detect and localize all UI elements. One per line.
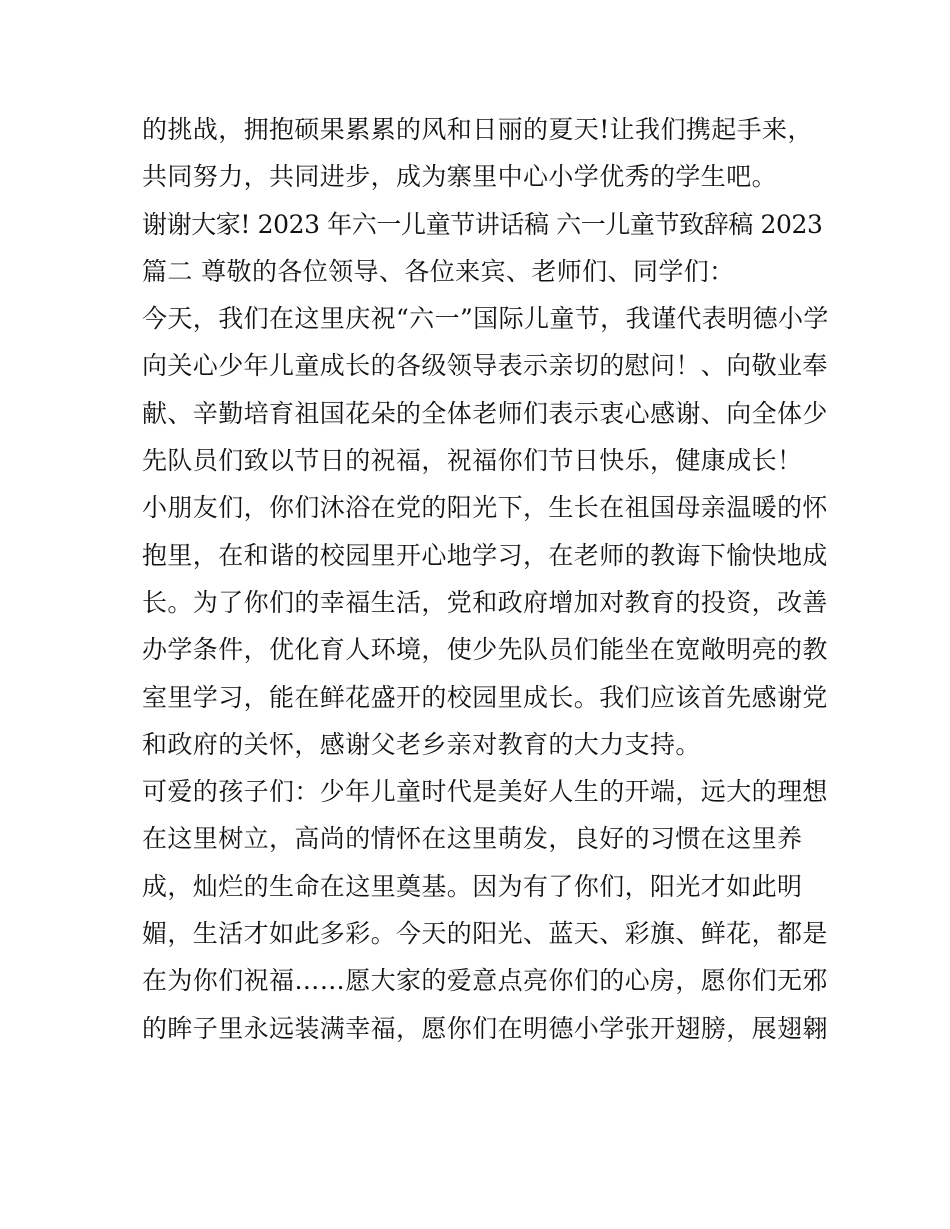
text-line: 在这里树立，高尚的情怀在这里萌发，良好的习惯在这里养 (142, 824, 803, 854)
text-line: 共同努力，共同进步，成为寨里中心小学优秀的学生吧。 (142, 162, 778, 192)
text-line: 向关心少年儿童成长的各级领导表示亲切的慰问！、向敬业奉 (142, 351, 828, 381)
speech-body-text (142, 106, 829, 1052)
text-line: 可爱的孩子们：少年儿童时代是美好人生的开端，远大的理想 (142, 777, 828, 807)
text-line: 篇二 尊敬的各位领导、各位来宾、老师们、同学们： (142, 256, 735, 286)
text-line: 抱里，在和谐的校园里开心地学习，在老师的教诲下愉快地成 (142, 540, 828, 570)
text-line: 室里学习，能在鲜花盛开的校园里成长。我们应该首先感谢党 (142, 682, 828, 712)
text-line: 今天，我们在这里庆祝“六一”国际儿童节，我谨代表明德小学 (142, 304, 829, 334)
text-line: 成，灿烂的生命在这里奠基。因为有了你们，阳光才如此明 (142, 871, 803, 901)
text-line: 先队员们致以节日的祝福，祝福你们节日快乐，健康成长！ (142, 446, 803, 476)
text-line: 长。为了你们的幸福生活，党和政府增加对教育的投资，改善 (142, 587, 828, 617)
text-line: 媚，生活才如此多彩。今天的阳光、蓝天、彩旗、鲜花，都是 (142, 919, 828, 949)
text-line: 献、辛勤培育祖国花朵的全体老师们表示衷心感谢、向全体少 (142, 398, 828, 428)
text-line: 的挑战，拥抱硕果累累的风和日丽的夏天!让我们携起手来， (142, 115, 813, 144)
text-line: 小朋友们，你们沐浴在党的阳光下，生长在祖国母亲温暖的怀 (142, 493, 828, 523)
text-line: 办学条件，优化育人环境，使少先队员们能坐在宽敞明亮的教 (142, 635, 828, 665)
text-line: 谢谢大家! 2023 年六一儿童节讲话稿 六一儿童节致辞稿 2023 (142, 209, 823, 239)
text-line: 和政府的关怀，感谢父老乡亲对教育的大力支持。 (142, 729, 701, 759)
text-line: 的眸子里永远装满幸福，愿你们在明德小学张开翅膀，展翅翱 (142, 1013, 828, 1043)
text-line: 在为你们祝福……愿大家的爱意点亮你们的心房，愿你们无邪 (142, 966, 828, 996)
